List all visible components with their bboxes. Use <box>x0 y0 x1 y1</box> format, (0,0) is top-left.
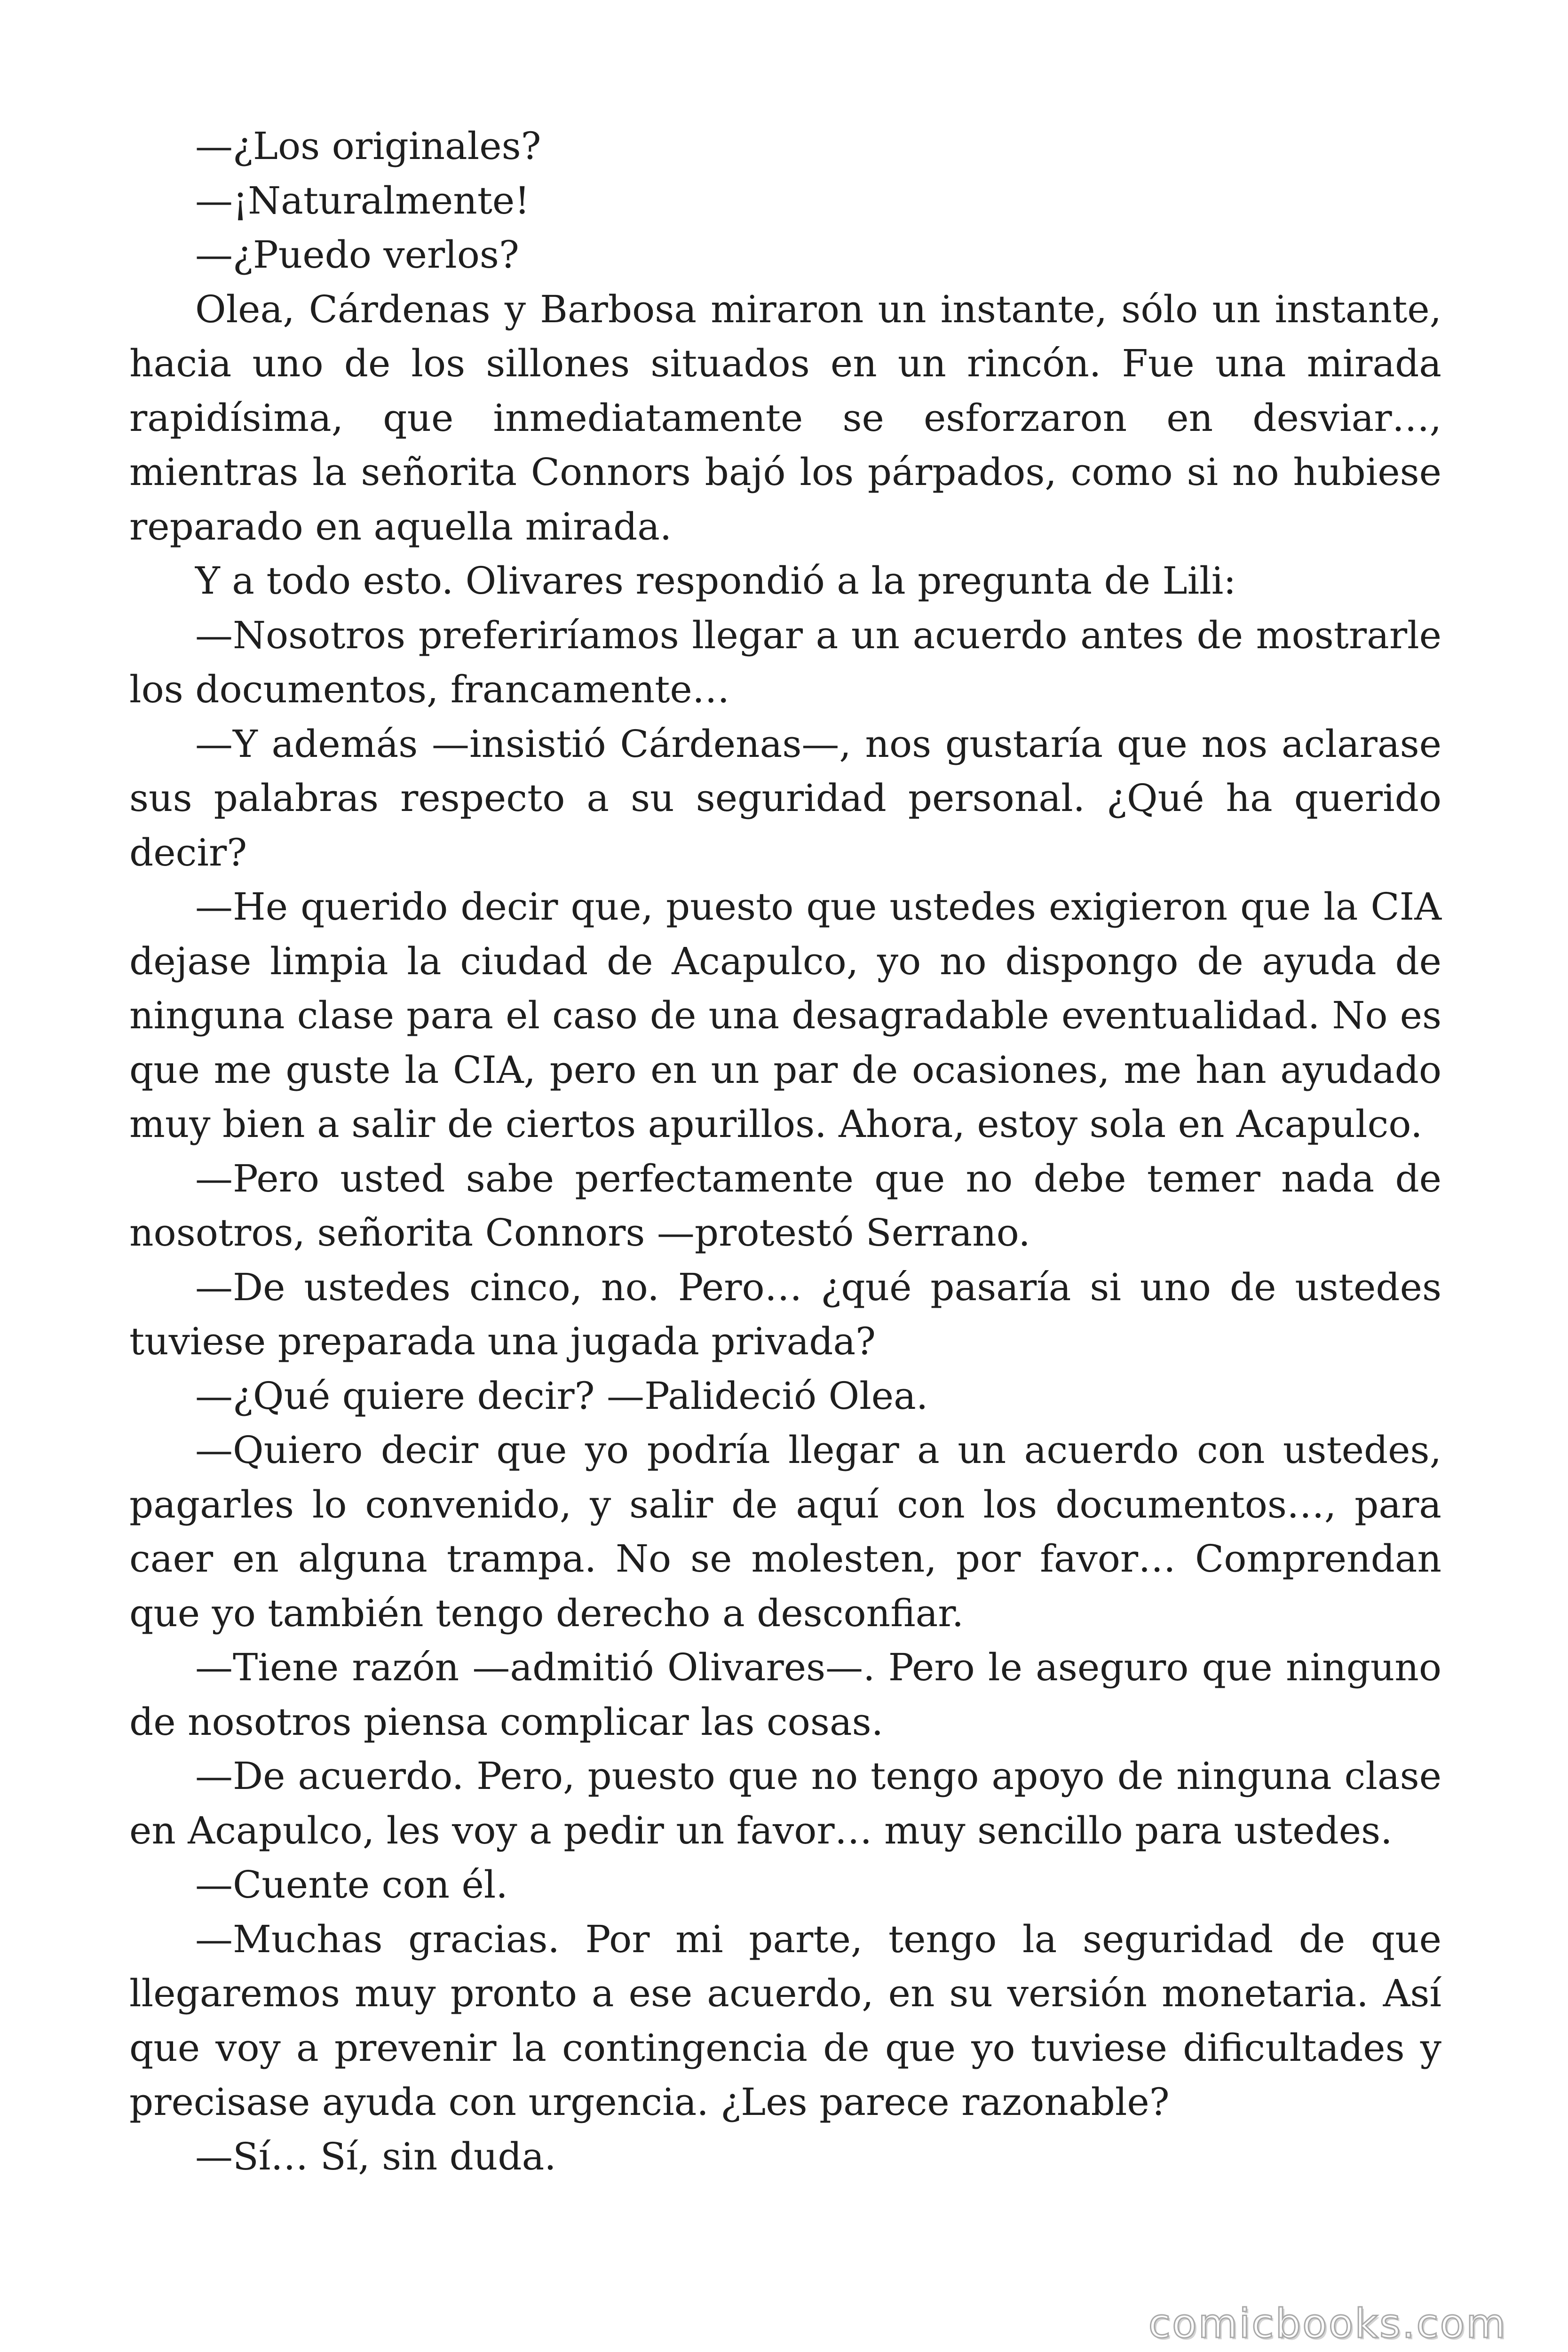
paragraph: —Sí… Sí, sin duda. <box>195 2134 556 2178</box>
paragraph: —Pero usted sabe perfectamente que no debe temer nada de nosotros, señorita Connors —protestó Serrano. <box>129 1156 1441 1255</box>
paragraph: —De acuerdo. Pero, puesto que no tengo apoyo de ninguna clase en Acapulco, les voy a pedir un favor… muy sencillo para ustedes. <box>129 1754 1441 1852</box>
paragraph: —Cuente con él. <box>195 1863 508 1907</box>
watermark: comicbooks.com <box>1148 2300 1507 2347</box>
paragraph: —¿Puedo verlos? <box>195 233 519 277</box>
paragraph: —¡Naturalmente! <box>195 178 530 222</box>
paragraph: —Y además —insistió Cárdenas—, nos gustaría que nos aclarase sus palabras respecto a su seguridad personal. ¿Qué ha querido decir? <box>129 722 1441 874</box>
paragraph: —Quiero decir que yo podría llegar a un acuerdo con ustedes, pagarles lo convenido, y salir de aquí con los documentos…, para caer en alguna trampa. No se molesten, por favor… Comprendan que yo también tengo derecho a desconfiar. <box>129 1428 1441 1635</box>
paragraph: —De ustedes cinco, no. Pero… ¿qué pasaría si uno de ustedes tuviese preparada una jugada privada? <box>129 1265 1441 1363</box>
paragraph: —¿Qué quiere decir? —Palideció Olea. <box>195 1374 928 1418</box>
paragraph: —Nosotros preferiríamos llegar a un acuerdo antes de mostrarle los documentos, francamente… <box>129 613 1441 711</box>
body-text <box>129 119 1441 2184</box>
paragraph: —Tiene razón —admitió Olivares—. Pero le aseguro que ninguno de nosotros piensa complicar las cosas. <box>129 1645 1441 1744</box>
paragraph: —Muchas gracias. Por mi parte, tengo la seguridad de que llegaremos muy pronto a ese acuerdo, en su versión monetaria. Así que voy a prevenir la contingencia de que yo tuviese dificultades y precisase ayuda con urgencia. ¿Les parece razonable? <box>129 1917 1441 2124</box>
paragraph: —He querido decir que, puesto que ustedes exigieron que la CIA dejase limpia la ciudad de Acapulco, yo no dispongo de ayuda de ninguna clase para el caso de una desagradable eventualidad. No es que me guste la CIA, pero en un par de ocasiones, me han ayudado muy bien a salir de ciertos apurillos. Ahora, estoy sola en Acapulco. <box>129 885 1441 1146</box>
paragraph: Olea, Cárdenas y Barbosa miraron un instante, sólo un instante, hacia uno de los sillones situados en un rincón. Fue una mirada rapidísima, que inmediatamente se esforzaron en desviar…, mientras la señorita Connors bajó los párpados, como si no hubiese reparado en aquella mirada. <box>129 287 1441 548</box>
paragraph: —¿Los originales? <box>195 124 541 168</box>
paragraph: Y a todo esto. Olivares respondió a la pregunta de Lili: <box>195 559 1236 603</box>
